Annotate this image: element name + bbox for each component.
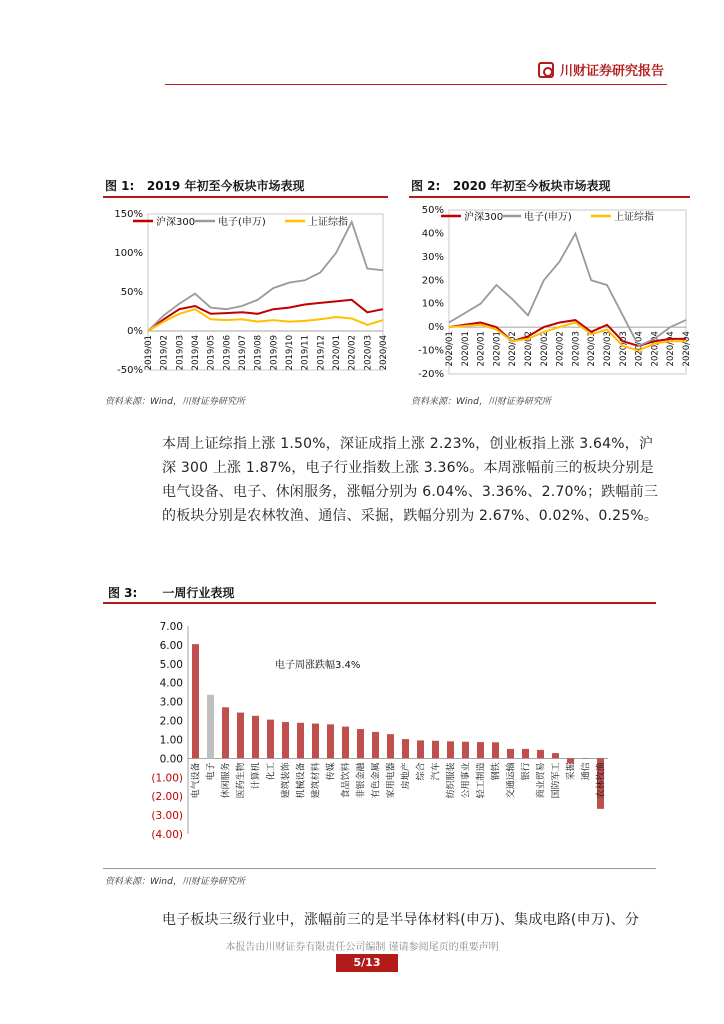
bar-24 [552,753,559,758]
x-tick-label: 2020/03 [603,331,613,367]
footer-disclaimer: 本报告由川财证券有限责任公司编制 谨请参阅尾页的重要声明 [225,942,499,953]
fig1-source: 资料来源：Wind，川财证券研究所 [105,397,245,407]
category-label: 机械设备 [296,762,307,799]
bar-1 [207,695,214,759]
x-tick-label: 2019/09 [269,335,280,371]
category-label: 非银金融 [356,762,367,799]
fig2-source: 资料来源：Wind，川财证券研究所 [411,397,551,407]
category-label: 电气设备 [191,762,202,799]
y-tick-label: 50% [421,205,444,216]
y-tick-label: -10% [418,345,444,357]
bar-8 [312,724,319,759]
x-tick-label: 2020/04 [682,331,692,367]
category-label: 公用事业 [461,762,472,799]
category-label: 商业贸易 [536,762,547,799]
x-tick-label: 2020/02 [555,331,566,367]
summary-paragraph: 本周上证综指上涨 1.50%，深证成指上涨 2.23%，创业板指上涨 3.64%，沪深 300 上涨 1.87%，电子行业指数上涨 3.36%。本周涨幅前三的板块分别是电气设备、电子、休闲服务，涨幅分别为 6.04%、3.36%、2.70%；跌幅前三的板块分别是农林牧渔、通信、采掘，跌幅分别为 2.67%、0.02%、0.25%。 [162,436,659,524]
category-label: 建筑材料 [311,762,322,799]
bar-20 [492,742,499,758]
x-tick-label: 2019/07 [238,335,248,371]
x-tick-label: 2020/01 [492,331,503,367]
fig2-line-chart [409,200,690,388]
y-tick-label: (1.00) [151,772,183,785]
x-tick-label: 2019/12 [316,335,327,371]
bar-14 [402,739,409,758]
legend-label: 电子(申万) [524,212,572,223]
category-label: 通信 [581,762,592,781]
x-tick-label: 2020/03 [571,331,582,367]
y-tick-label: 30% [421,251,444,263]
page-number: 5/13 [336,954,398,972]
category-label: 交通运输 [506,762,517,799]
fig2-rule [409,196,690,198]
category-label: 综合 [416,762,427,781]
series-line-1 [449,233,686,346]
x-tick-label: 2020/01 [460,331,471,367]
bar-12 [372,732,379,758]
category-label: 轻工制造 [476,762,487,799]
y-tick-label: (2.00) [151,791,183,804]
x-tick-label: 2020/04 [379,335,389,371]
y-tick-label: 0% [428,322,444,334]
bar-6 [282,722,289,758]
bar-13 [387,734,394,758]
bar-2 [222,707,229,758]
category-label: 银行 [521,762,532,781]
bar-3 [237,713,244,759]
x-tick-label: 2019/04 [191,335,201,371]
category-label: 汽车 [431,762,442,781]
x-tick-label: 2020/02 [524,331,534,367]
fig3-bottom-rule [103,868,656,869]
x-tick-label: 2019/02 [159,335,170,371]
bar-22 [522,749,529,758]
y-tick-label: 50% [120,287,143,298]
x-tick-label: 2020/04 [650,331,661,367]
y-tick-label: 3.00 [159,696,183,709]
series-line-0 [148,300,383,331]
category-label: 房地产 [401,762,412,790]
x-tick-label: 2020/04 [666,331,677,367]
category-label: 农林牧渔 [596,762,607,799]
bar-11 [357,729,364,758]
fig3-title: 图 3: 一周行业表现 [108,586,235,600]
series-line-1 [148,222,383,331]
y-tick-label: 6.00 [159,639,183,652]
category-label: 建筑装饰 [281,762,292,799]
legend-label: 上证综指 [614,212,654,223]
x-tick-label: 2020/02 [508,331,519,367]
bar-19 [477,742,484,758]
x-tick-label: 2020/03 [363,335,374,371]
y-tick-label: 0% [127,326,143,337]
bar-5 [267,720,274,759]
category-label: 纺织服装 [446,762,457,799]
y-tick-label: 4.00 [159,677,183,690]
x-tick-label: 2020/04 [634,331,645,367]
y-tick-label: (3.00) [151,810,183,823]
x-tick-label: 2020/02 [539,331,550,367]
y-tick-label: 150% [114,209,143,220]
y-tick-label: -50% [117,365,143,376]
bar-17 [447,741,454,758]
x-tick-label: 2020/03 [587,331,598,367]
bar-0 [192,644,199,758]
bar-7 [297,723,304,759]
bar-10 [342,727,349,759]
bar-4 [252,716,259,759]
legend-label: 电子(申万) [218,217,266,228]
category-label: 医药生物 [236,762,247,799]
category-label: 传媒 [326,762,337,781]
legend-label: 上证综指 [308,217,348,228]
legend-label: 沪深300 [464,212,504,223]
category-label: 食品饮料 [341,762,352,799]
fig1-title: 图 1: 2019 年初至今板块市场表现 [105,179,305,193]
category-label: 电子 [206,762,217,781]
header-divider [165,84,667,85]
y-tick-label: (4.00) [151,829,183,841]
x-tick-label: 2019/10 [285,335,295,371]
x-tick-label: 2020/01 [332,335,342,371]
bar-9 [327,724,334,758]
bar-16 [432,741,439,759]
fig1-rule [103,196,388,198]
category-label: 国防军工 [551,762,562,799]
category-label: 采掘 [566,762,577,781]
category-label: 化工 [266,762,277,781]
x-tick-label: 2019/08 [253,335,264,371]
y-tick-label: 0.00 [159,753,183,766]
x-tick-label: 2019/01 [144,335,154,371]
category-label: 休闲服务 [221,762,232,799]
x-tick-label: 2019/11 [300,335,311,371]
category-label: 计算机 [251,762,262,790]
x-tick-label: 2020/02 [347,335,358,371]
brand-name: 川财证券研究报告 [559,64,664,79]
y-tick-label: 40% [421,228,444,240]
bar-23 [537,750,544,759]
y-tick-label: -20% [418,369,444,380]
sector-paragraph: 电子板块三级行业中，涨幅前三的是半导体材料(申万)、集成电路(申万)、分 [162,912,640,928]
x-tick-label: 2019/06 [222,335,233,371]
y-tick-label: 5.00 [159,658,183,671]
y-tick-label: 1.00 [159,734,183,747]
header-brand [538,60,664,79]
y-tick-label: 20% [421,275,444,287]
category-label: 有色金属 [371,762,382,799]
x-tick-label: 2020/01 [476,331,487,367]
y-tick-label: 10% [421,298,444,310]
fig3-bar-chart [103,606,656,868]
legend-label: 沪深300 [156,217,196,228]
x-tick-label: 2020/01 [445,331,455,367]
brand-logo-icon [538,62,554,78]
fig3-rule [103,602,656,604]
bar-21 [507,749,514,758]
bar-15 [417,740,424,758]
category-label: 钢铁 [491,762,502,781]
category-label: 家用电器 [386,762,397,799]
bar-18 [462,742,469,759]
y-tick-label: 100% [114,248,143,259]
fig2-title: 图 2: 2020 年初至今板块市场表现 [411,179,611,193]
x-tick-label: 2019/03 [175,335,186,371]
fig3-source: 资料来源：Wind，川财证券研究所 [105,877,245,887]
y-tick-label: 7.00 [159,621,183,633]
chart-annotation: 电子周涨跌幅3.4% [275,660,361,671]
fig1-line-chart [103,200,388,388]
x-tick-label: 2020/03 [618,331,629,367]
y-tick-label: 2.00 [159,715,183,728]
x-tick-label: 2019/05 [206,335,217,371]
